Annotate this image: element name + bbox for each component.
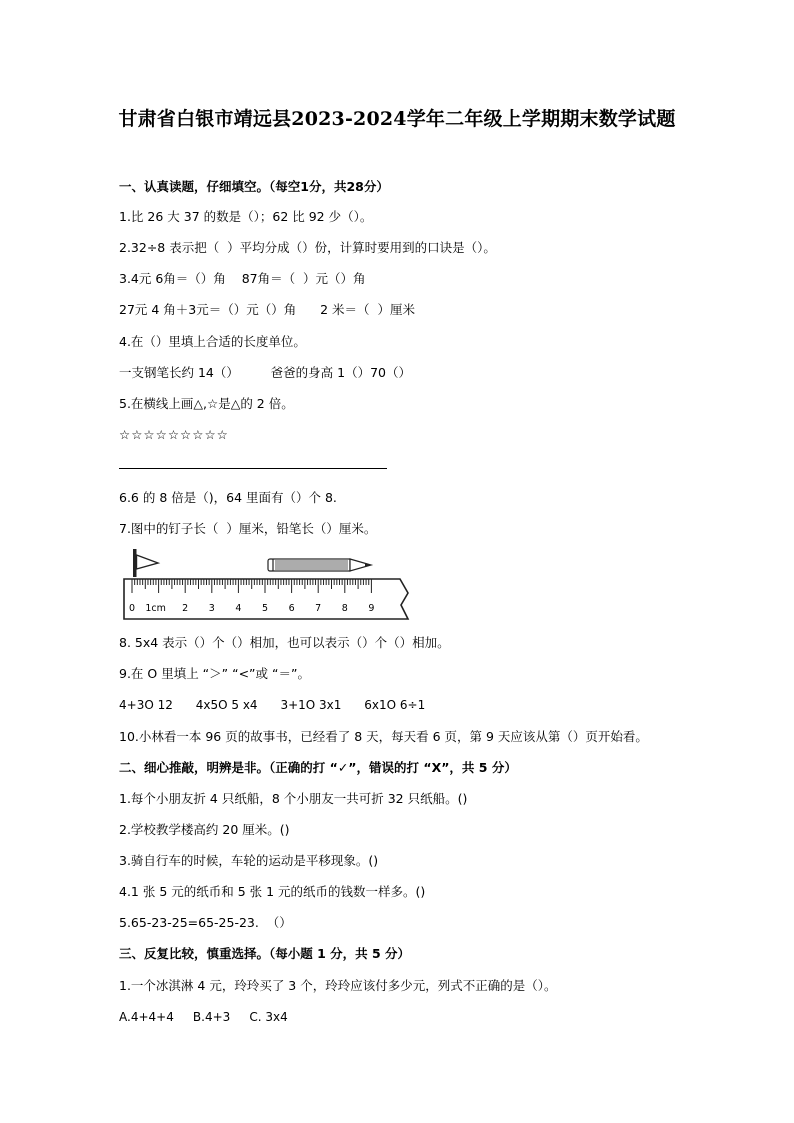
judge-2: 2.学校教学楼高约 20 厘米。() [119, 822, 290, 837]
judge-3: 3.骑自行车的时候，车轮的运动是平移现象。() [119, 853, 379, 868]
ruler-tick-label: 1cm [145, 603, 166, 614]
page-title: 甘肃省白银市靖远县2023-2024学年二年级上学期期末数学试题 [118, 108, 676, 130]
question-1: 1.比 26 大 37 的数是（）；62 比 92 少（）。 [119, 209, 373, 224]
section-2-heading: 二、细心推敲，明辨是非。（正确的打 “✓”，错误的打 “X”，共 5 分） [119, 760, 517, 775]
ruler-nail-pencil-figure [122, 543, 414, 625]
section-1-heading: 一、认真读题，仔细填空。（每空1分，共28分） [119, 179, 389, 194]
question-4-items: 一支钢笔长约 14（） 爸爸的身高 1（）70（） [119, 365, 411, 380]
ruler-tick-label: 4 [235, 603, 242, 614]
section-3-heading: 三、反复比较，慎重选择。（每小题 1 分，共 5 分） [119, 946, 411, 961]
question-7: 7.图中的钉子长（ ）厘米，铅笔长（）厘米。 [119, 521, 377, 536]
question-10: 10.小林看一本 96 页的故事书，已经看了 8 天，每天看 6 页，第 9 天应该从第（）页开始看。 [119, 729, 648, 744]
question-6: 6.6 的 8 倍是（)，64 里面有（）个 8. [119, 490, 337, 505]
question-4: 4.在（）里填上合适的长度单位。 [119, 334, 306, 349]
ruler-tick-label: 6 [288, 603, 295, 614]
question-8: 8. 5x4 表示（）个（）相加，也可以表示（）个（）相加。 [119, 635, 450, 650]
question-9: 9.在 O 里填上 “＞” “<”或 “＝”。 [119, 666, 310, 681]
question-9-items: 4+3O 12 4x5O 5 x4 3+1O 3x1 6x1O 6÷1 [119, 698, 426, 712]
ruler-tick-label: 3 [208, 603, 215, 614]
nail-icon [133, 549, 158, 577]
judge-1: 1.每个小朋友折 4 只纸船，8 个小朋友一共可折 32 只纸船。() [119, 791, 468, 806]
choice-1: 1.一个冰淇淋 4 元，玲玲买了 3 个，玲玲应该付多少元，列式不正确的是（）。 [119, 978, 557, 993]
ruler-tick-label: 7 [315, 603, 322, 614]
question-5: 5.在横线上画△,☆是△的 2 倍。 [119, 396, 294, 411]
ruler-tick-label: 5 [261, 603, 269, 614]
question-3b: 27元 4 角＋3元＝（）元（）角 2 米＝（ ）厘米 [119, 302, 415, 317]
choice-1-options: A.4+4+4 B.4+3 C. 3x4 [119, 1010, 288, 1024]
answer-line [119, 468, 387, 469]
question-3a: 3.4元 6角＝（）角 87角＝（ ）元（）角 [119, 271, 366, 286]
ruler-tick-label: 9 [368, 603, 375, 614]
judge-4: 4.1 张 5 元的纸币和 5 张 1 元的纸币的钱数一样多。() [119, 884, 426, 899]
ruler-tick-label: 0 [128, 603, 136, 614]
question-2: 2.32÷8 表示把（ ）平均分成（）份，计算时要用到的口诀是（）。 [119, 240, 496, 255]
question-5-stars: ☆☆☆☆☆☆☆☆☆ [119, 427, 229, 442]
ruler-tick-label: 8 [341, 603, 348, 614]
judge-5: 5.65-23-25=65-25-23. （） [119, 915, 292, 930]
ruler-tick-label: 2 [182, 603, 189, 614]
pencil-icon [268, 559, 371, 571]
